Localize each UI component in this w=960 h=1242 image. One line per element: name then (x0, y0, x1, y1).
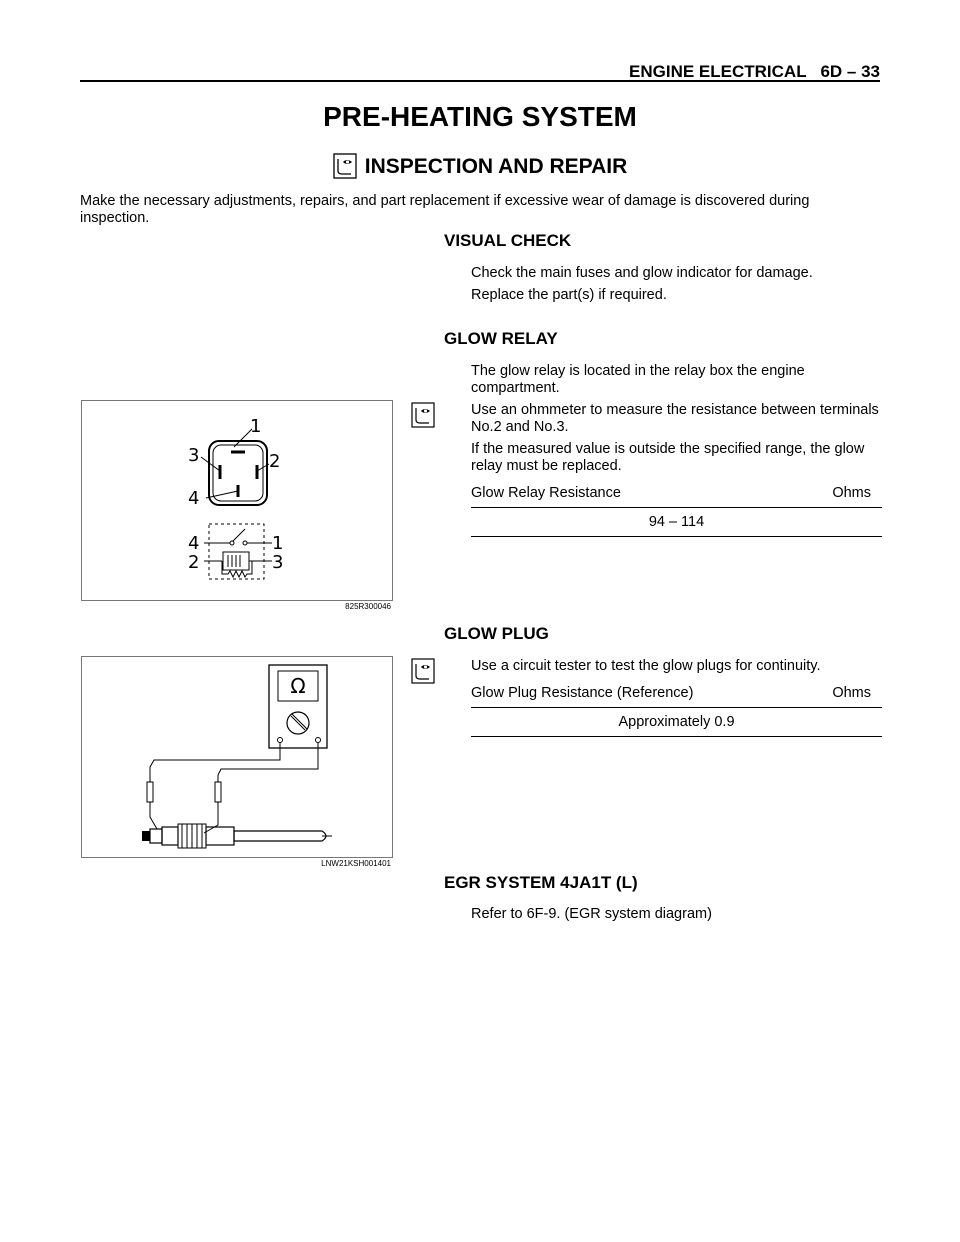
glow-plug-spec-header (471, 685, 882, 701)
ohm-symbol: Ω (290, 674, 306, 698)
spec-label: Glow Plug Resistance (Reference) (471, 685, 694, 701)
egr-heading: EGR SYSTEM 4JA1T (L) (444, 873, 638, 892)
relay-terminal-4-label: 4 (188, 488, 200, 509)
spec-label: Glow Relay Resistance (471, 485, 621, 501)
visual-check-line1: Check the main fuses and glow indicator for damage. (471, 265, 813, 281)
glow-relay-spec-header (471, 485, 882, 501)
schematic-terminal-2-label: 2 (188, 552, 200, 573)
section-subtitle (0, 153, 960, 185)
intro-paragraph: Make the necessary adjustments, repairs, and part replacement if excessive wear of damage is discovered during inspection. (80, 193, 810, 226)
spec-rule (471, 736, 882, 737)
visual-check-line2: Replace the part(s) if required. (471, 287, 667, 303)
schematic-terminal-4-label: 4 (188, 533, 200, 554)
glow-plug-spec-value: Approximately 0.9 (618, 714, 735, 730)
inspect-eye-icon (333, 153, 357, 185)
visual-check-heading: VISUAL CHECK (444, 231, 572, 250)
glow-relay-heading: GLOW RELAY (444, 329, 558, 348)
schematic-terminal-1-label: 1 (272, 533, 284, 554)
spec-rule (471, 707, 882, 708)
relay-terminal-2-label: 2 (269, 451, 281, 472)
subtitle-text: INSPECTION AND REPAIR (364, 155, 628, 178)
relay-terminal-1-label: 1 (250, 416, 262, 437)
relay-terminal-3-label: 3 (188, 445, 200, 466)
page-header (629, 62, 880, 82)
header-rule (80, 80, 880, 82)
spec-unit: Ohms (832, 485, 871, 501)
relay-figure-caption: 825R300046 (345, 602, 391, 611)
glow-plug-test-text: Use a circuit tester to test the glow plugs for continuity. (471, 658, 821, 674)
page-title: PRE-HEATING SYSTEM (323, 101, 637, 132)
glow-relay-location-text: The glow relay is located in the relay box the engine compartment. (471, 363, 805, 396)
spec-rule (471, 507, 882, 508)
spec-rule (471, 536, 882, 537)
inspect-eye-icon (411, 402, 435, 433)
header-page: 6D – 33 (820, 62, 880, 81)
inspect-eye-icon (411, 658, 435, 689)
spec-unit: Ohms (832, 685, 871, 701)
glow-plug-figure (81, 656, 393, 858)
egr-reference-text: Refer to 6F-9. (EGR system diagram) (471, 906, 712, 922)
glow-relay-figure (81, 400, 393, 601)
glow-relay-replace-text: If the measured value is outside the specified range, the glow relay must be replaced. (471, 441, 865, 474)
header-section: ENGINE ELECTRICAL (629, 62, 807, 81)
glow-relay-spec-value: 94 – 114 (648, 514, 705, 530)
plug-figure-caption: LNW21KSH001401 (321, 859, 391, 868)
glow-relay-measure-text: Use an ohmmeter to measure the resistance between terminals No.2 and No.3. (471, 402, 879, 435)
schematic-terminal-3-label: 3 (272, 552, 284, 573)
glow-plug-heading: GLOW PLUG (444, 624, 549, 643)
